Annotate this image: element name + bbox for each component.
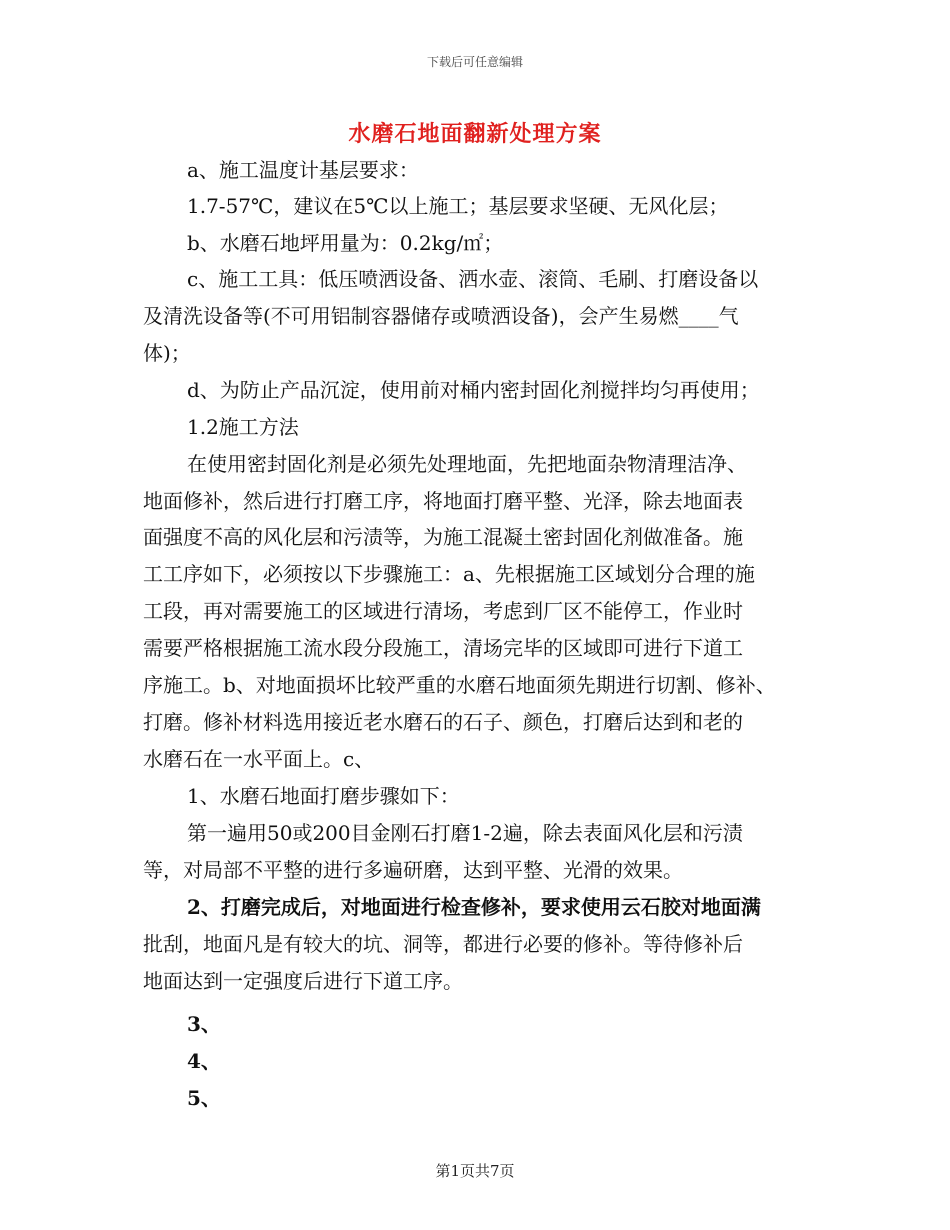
text-line: 体)； [143,341,191,365]
step-number: 3、 [187,1012,221,1036]
text-line: 1.7-57℃，建议在5℃以上施工；基层要求坚硬、无风化层； [187,194,729,218]
step-number: 5、 [187,1086,221,1110]
text-line: 第一遍用50或200目金刚石打磨1-2遍，除去表面风化层和污渍 [187,821,743,845]
text-line: 地面修补，然后进行打磨工序，将地面打磨平整、光泽，除去地面表 [143,489,743,513]
text-line: 需要严格根据施工流水段分段施工，清场完毕的区域即可进行下道工 [143,636,743,660]
text-line: 地面达到一定强度后进行下道工序。 [143,969,463,993]
text-line: c、施工工具：低压喷洒设备、洒水壶、滚筒、毛刷、打磨设备以 [187,267,759,291]
text-line: a、施工温度计基层要求： [187,158,419,182]
section-heading: 1.2施工方法 [187,415,299,439]
text-line: 等，对局部不平整的进行多遍研磨，达到平整、光滑的效果。 [143,858,683,882]
text-line: 水磨石在一水平面上。c、 [143,747,375,771]
text-line: 打磨。修补材料选用接近老水磨石的石子、颜色，打磨后达到和老的 [143,710,743,734]
document-title: 水磨石地面翻新处理方案 [348,121,602,147]
text-line: 工段，再对需要施工的区域进行清场，考虑到厂区不能停工，作业时 [143,599,743,623]
page-footer: 第1页共7页 [435,1162,515,1180]
text-line: 及清洗设备等(不可用铝制容器储存或喷洒设备)，会产生易燃____气 [143,304,739,328]
text-line: 工工序如下，必须按以下步骤施工：a、先根据施工区域划分合理的施 [143,562,755,586]
text-line: 序施工。b、对地面损坏比较严重的水磨石地面须先期进行切割、修补、 [143,673,776,697]
text-line: 面强度不高的风化层和污渍等，为施工混凝土密封固化剂做准备。施 [143,525,743,549]
text-line: 批刮，地面凡是有较大的坑、洞等，都进行必要的修补。等待修补后 [143,932,743,956]
text-line: 2、打磨完成后，对地面进行检查修补，要求使用云石胶对地面满 [187,895,761,919]
text-line: d、为防止产品沉淀，使用前对桶内密封固化剂搅拌均匀再使用； [187,378,760,402]
text-line: b、水磨石地坪用量为：0.2kg/㎡； [187,231,504,255]
step-heading: 1、水磨石地面打磨步骤如下： [187,784,460,808]
step-number: 4、 [187,1049,221,1073]
page-header: 下载后可任意编辑 [426,55,523,69]
text-line: 在使用密封固化剂是必须先处理地面，先把地面杂物清理洁净、 [187,452,747,476]
